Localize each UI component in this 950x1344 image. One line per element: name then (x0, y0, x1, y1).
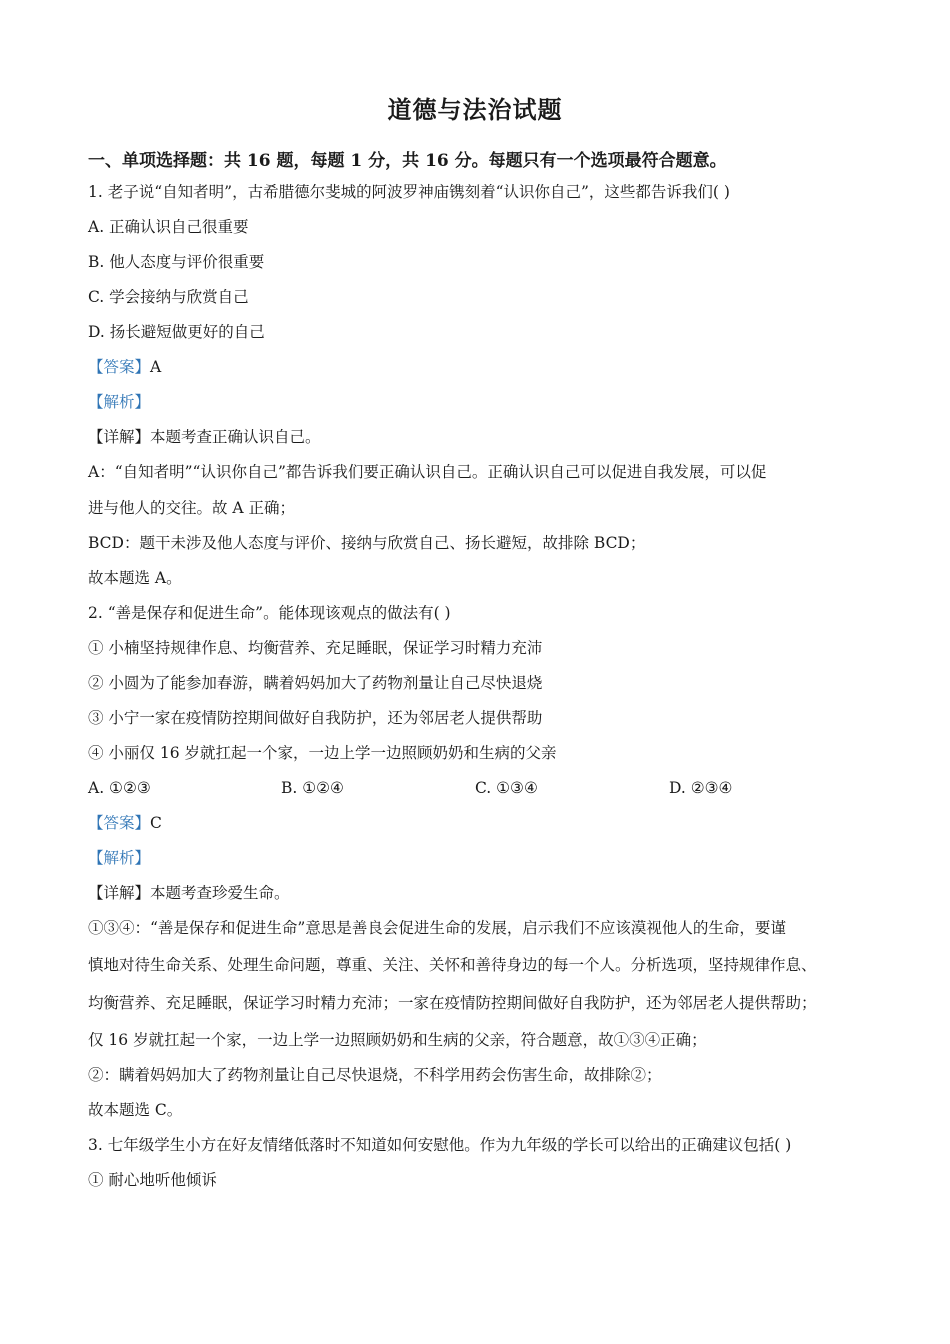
question-2-explanation-1: ①③④：“善是保存和促进生命”意思是善良会促进生命的发展，启示我们不应该漠视他人的生命，要谨 (88, 919, 786, 937)
question-1-explanation-1: A：“自知者明”“认识你自己”都告诉我们要正确认识自己。正确认识自己可以促进自我发展，可以促 (88, 463, 767, 481)
question-2-option-d: D. ②③④ (669, 779, 733, 797)
question-1-answer (88, 357, 161, 377)
question-1-explanation-3: BCD：题干未涉及他人态度与评价、接纳与欣赏自己、扬长避短，故排除 BCD； (88, 534, 646, 552)
question-2-explanation-2: 慎地对待生命关系、处理生命问题，尊重、关注、关怀和善待身边的每一个人。分析选项，坚持规律作息、 (88, 956, 817, 974)
question-2-item-4: ④ 小丽仅 16 岁就扛起一个家，一边上学一边照顾奶奶和生病的父亲 (88, 744, 557, 762)
question-1-stem: 1. 老子说“自知者明”，古希腊德尔斐城的阿波罗神庙镌刻着“认识你自己”，这些都告诉我们( ) (88, 183, 730, 201)
question-2-explanation-3: 均衡营养、充足睡眠，保证学习时精力充沛；一家在疫情防控期间做好自我防护，还为邻居老人提供帮助； (88, 994, 817, 1012)
question-3-item-1: ① 耐心地听他倾诉 (88, 1171, 217, 1189)
question-2-stem: 2. “善是保存和促进生命”。能体现该观点的做法有( ) (88, 604, 451, 622)
question-2-detail: 【详解】本题考查珍爱生命。 (88, 884, 290, 902)
question-2-item-1: ① 小楠坚持规律作息、均衡营养、充足睡眠，保证学习时精力充沛 (88, 639, 543, 657)
question-2-answer (88, 813, 162, 833)
question-1-option-c: C. 学会接纳与欣赏自己 (88, 288, 249, 306)
document-title: 道德与法治试题 (387, 95, 563, 124)
answer-label: 【答案】 (88, 814, 151, 832)
question-2-conclusion: 故本题选 C。 (88, 1101, 183, 1119)
question-2-option-c: C. ①③④ (475, 779, 538, 797)
answer-label: 【答案】 (88, 358, 151, 376)
question-2-option-a: A. ①②③ (88, 779, 151, 797)
question-2-analysis-label: 【解析】 (88, 849, 151, 867)
answer-value: C (150, 814, 162, 832)
question-3-stem: 3. 七年级学生小方在好友情绪低落时不知道如何安慰他。作为九年级的学长可以给出的正确建议包括( ) (88, 1136, 792, 1154)
question-1-detail: 【详解】本题考查正确认识自己。 (88, 428, 321, 446)
question-2-explanation-5: ②：瞒着妈妈加大了药物剂量让自己尽快退烧，不科学用药会伤害生命，故排除②； (88, 1066, 662, 1084)
question-2-option-b: B. ①②④ (281, 779, 344, 797)
question-1-option-a: A. 正确认识自己很重要 (88, 218, 249, 236)
question-1-option-d: D. 扬长避短做更好的自己 (88, 323, 265, 341)
question-1-conclusion: 故本题选 A。 (88, 569, 182, 587)
question-1-analysis-label: 【解析】 (88, 393, 151, 411)
question-1-option-b: B. 他人态度与评价很重要 (88, 253, 265, 271)
question-2-item-3: ③ 小宁一家在疫情防控期间做好自我防护，还为邻居老人提供帮助 (88, 709, 543, 727)
question-2-explanation-4: 仅 16 岁就扛起一个家，一边上学一边照顾奶奶和生病的父亲，符合题意，故①③④正确； (88, 1031, 707, 1049)
question-2-item-2: ② 小圆为了能参加春游，瞒着妈妈加大了药物剂量让自己尽快退烧 (88, 674, 543, 692)
answer-value: A (150, 358, 162, 376)
question-1-explanation-2: 进与他人的交往。故 A 正确； (88, 499, 296, 517)
section-heading: 一、单项选择题：共 16 题，每题 1 分，共 16 分。每题只有一个选项最符合题意。 (88, 151, 727, 171)
